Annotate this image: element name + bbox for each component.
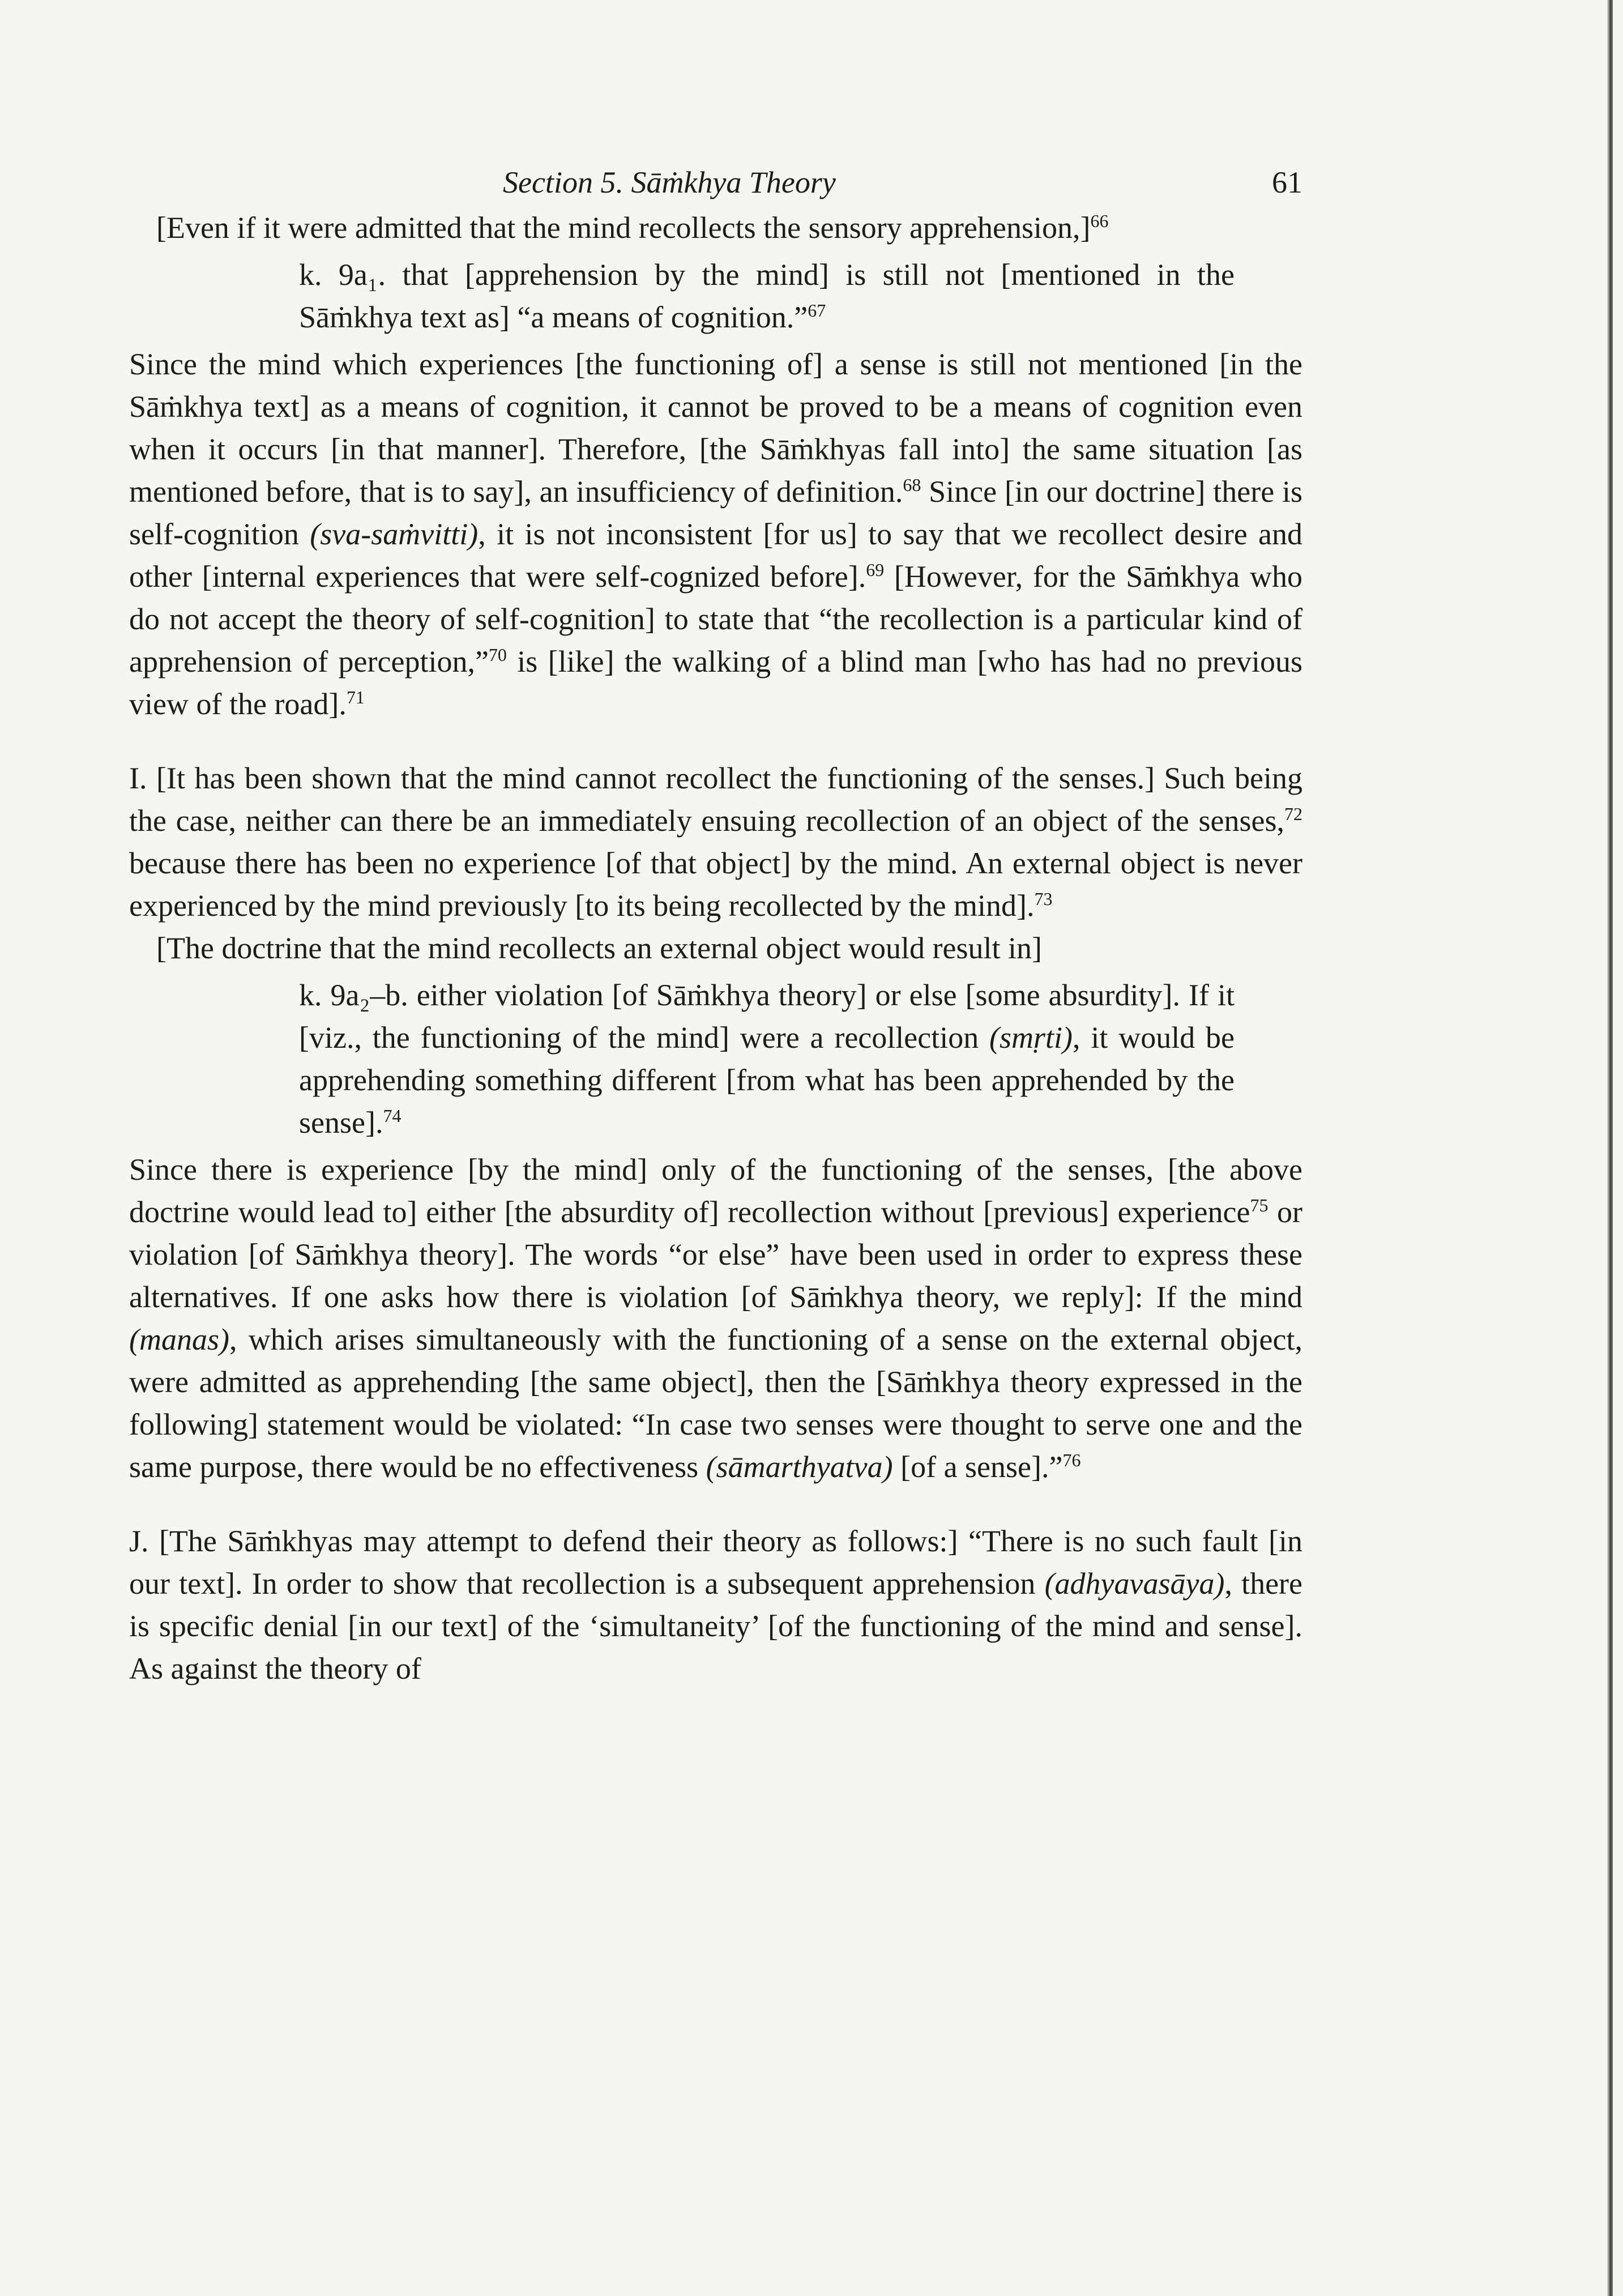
paragraph-7 [129,1149,1302,1488]
p7-term-samarthyatva: (sāmarthyatva) [706,1450,893,1484]
running-header [129,161,1302,207]
p3-part-b: Since [in our doctrine] there is self-cognition [129,475,1302,551]
footnote-ref-72: 72 [1284,804,1302,824]
p3-part-f: is [like] the walking of a blind man [who has had no previous view of the road]. [129,645,1302,721]
paragraph-5-text: [The doctrine that the mind recollects an external object would result in] [156,931,1042,965]
page-content [129,161,1302,1690]
p4-part-b: because there has been no experience [of that object] by the mind. An external object is never experienced by the mind previously [to its being recollected by the mind]. [129,846,1302,923]
paragraph-J [129,1520,1302,1690]
footnote-ref-74: 74 [383,1106,402,1126]
footnote-ref-66: 66 [1090,211,1109,231]
p6-part-c: , it would be apprehending something different [from what has been apprehended by the sense]. [299,1021,1235,1140]
footnote-ref-67: 67 [808,300,826,321]
p4-part-a: I. [It has been shown that the mind cannot recollect the functioning of the senses.] Such being the case, neither can there be an immediately ensuing recollection of an object of the senses, [129,761,1302,838]
footnote-ref-75: 75 [1250,1195,1268,1215]
p6-term-smrti: (smṛti) [989,1021,1073,1055]
p6-part-a: k. 9a₂–b. either violation [of Sāṁkhya theory] or else [some absurdity]. If it [viz., the functioning of the mind] were a recollection [299,978,1235,1055]
p8-part-c: , there is specific denial [in our text] of the ‘simultaneity’ [of the functioning of the mind and sense]. As against the theory of [129,1567,1302,1685]
p3-part-a: Since the mind which experiences [the functioning of] a sense is still not mentioned [in the Sāṁkhya text] as a means of cognition, it cannot be proved to be a means of cognition even when it occurs [in that manner]. Therefore, [the Sāṁkhyas fall into] the same situation [as mentioned before, that is to say], an insufficiency of definition. [129,347,1302,509]
footnote-ref-69: 69 [866,560,885,580]
verse-9a1-text: k. 9a₁. that [apprehension by the mind] is still not [mentioned in the Sāṁkhya text as] “a means of cognition.” [299,258,1235,334]
p3-term-sva-samvitti: (sva-saṁvitti) [310,517,479,551]
paragraph-I [129,757,1302,927]
footnote-ref-68: 68 [903,475,921,495]
p7-part-a: Since there is experience [by the mind] only of the functioning of the senses, [the above doctrine would lead to] either [the absurdity of] recollection without [previous] experience [129,1153,1302,1229]
footnote-ref-73: 73 [1034,889,1053,909]
p7-part-f: [of a sense].” [892,1450,1063,1484]
verse-9a2b [299,974,1235,1144]
running-title: Section 5. Sāṁkhya Theory [503,165,836,199]
page-number: 61 [1272,165,1302,199]
p3-part-d: , it is not inconsistent [for us] to say that we recollect desire and other [internal experiences that were self-cognized before]. [129,517,1302,594]
p7-part-d: , which arises simultaneously with the functioning of a sense on the external object, were admitted as apprehending [the same object], then the [Sāṁkhya theory expressed in the following] statement would be violated: “In case two senses were thought to serve one and the same purpose, there would be no effectiveness [129,1322,1302,1484]
page-edge [1607,0,1613,2296]
footnote-ref-71: 71 [346,687,365,707]
p8-part-a: J. [The Sāṁkhyas may attempt to defend their theory as follows:] “There is no such fault [in our text]. In order to show that recollection is a subsequent apprehension [129,1524,1302,1601]
paragraph-1 [129,207,1302,249]
p7-term-manas: (manas) [129,1322,229,1356]
verse-9a1 [299,254,1235,339]
paragraph-1-text: [Even if it were admitted that the mind recollects the sensory apprehension,] [156,211,1091,245]
footnote-ref-70: 70 [488,645,507,665]
p3-part-e: [However, for the Sāṁkhya who do not accept the theory of self-cognition] to state that “the recollection is a particular kind of apprehension of perception,” [129,560,1302,678]
p7-part-b: or violation [of Sāṁkhya theory]. The words “or else” have been used in order to express these alternatives. If one asks how there is violation [of Sāṁkhya theory, we reply]: If the mind [129,1195,1302,1314]
paragraph-3 [129,343,1302,725]
paragraph-5 [129,927,1302,970]
p8-term-adhyavasaya: (adhyavasāya) [1044,1567,1225,1601]
footnote-ref-76: 76 [1062,1450,1081,1470]
